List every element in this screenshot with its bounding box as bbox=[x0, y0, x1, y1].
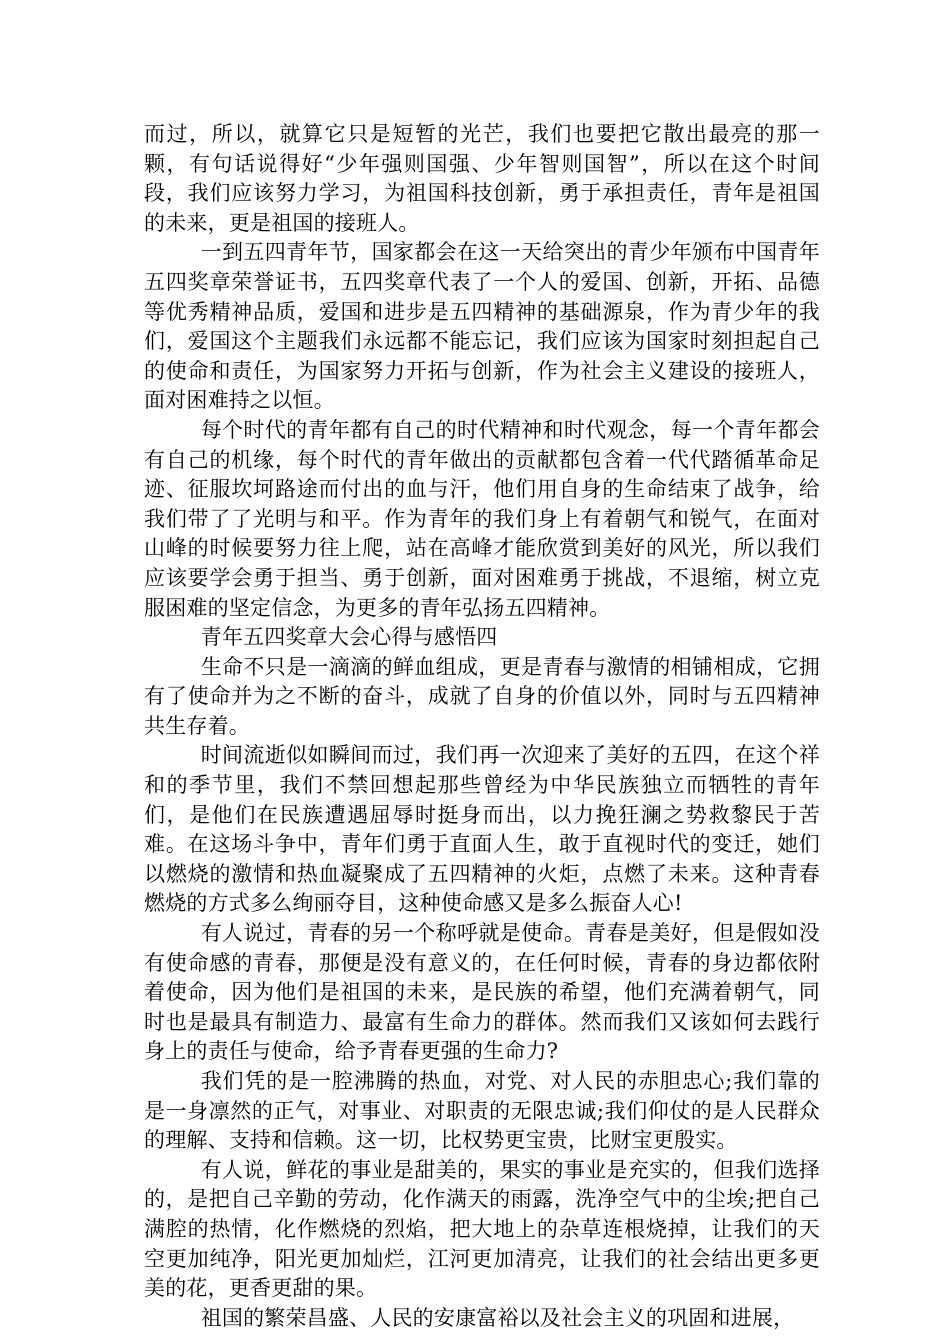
document-page bbox=[144, 120, 820, 1333]
paragraph: 一到五四青年节，国家都会在这一天给突出的青少年颁布中国青年五四奖章荣誉证书，五四奖章代表了一个人的爱国、创新，开拓、品德等优秀精神品质，爱国和进步是五四精神的基础源泉，作为青少年的我们，爱国这个主题我们永远都不能忘记，我们应该为国家时刻担起自己的使命和责任，为国家努力开拓与创新，作为社会主义建设的接班人，面对困难持之以恒。 bbox=[144, 240, 820, 413]
paragraph-continuation: 而过，所以，就算它只是短暂的光芒，我们也要把它散出最亮的那一颗，有句话说得好“少年强则国强、少年智则国智”，所以在这个时间段，我们应该努力学习，为祖国科技创新，勇于承担责任，青年是祖国的未来，更是祖国的接班人。 bbox=[144, 122, 820, 235]
paragraph: 生命不只是一滴滴的鲜血组成，更是青春与激情的相铺相成，它拥有了使命并为之不断的奋斗，成就了自身的价值以外，同时与五四精神共生存着。 bbox=[144, 654, 820, 738]
paragraph: 有人说，鲜花的事业是甜美的，果实的事业是充实的，但我们选择的，是把自己辛勤的劳动，化作满天的雨露，洗净空气中的尘埃;把自己满腔的热情，化作燃烧的烈焰，把大地上的杂草连根烧掉，让我们的天空更加纯净，阳光更加灿烂，江河更加清亮，让我们的社会结出更多更美的花，更香更甜的果。 bbox=[144, 1157, 820, 1301]
paragraph-truncated: 祖国的繁荣昌盛、人民的安康富裕以及社会主义的巩固和进展， bbox=[200, 1305, 795, 1330]
paragraph: 有人说过，青春的另一个称呼就是使命。青春是美好，但是假如没有使命感的青春，那便是没有意义的，在任何时候，青春的身边都依附着使命，因为他们是祖国的未来，是民族的希望，他们充满着朝气，同时也是最具有制造力、最富有生命力的群体。然而我们又该如何去践行身上的责任与使命，给予青春更强的生命力? bbox=[144, 921, 820, 1064]
section-heading: 青年五四奖章大会心得与感悟四 bbox=[200, 625, 498, 650]
paragraph: 时间流逝似如瞬间而过，我们再一次迎来了美好的五四，在这个祥和的季节里，我们不禁回想起那些曾经为中华民族独立而牺牲的青年们，是他们在民族遭遇屈辱时挺身而出，以力挽狂澜之势救黎民于苦难。在这场斗争中，青年们勇于直面人生，敢于直视时代的变迁，她们以燃烧的激情和热血凝聚成了五四精神的火炬，点燃了未来。这种青春燃烧的方式多么绚丽夺目，这种使命感又是多么振奋人心! bbox=[144, 743, 820, 916]
paragraph: 我们凭的是一腔沸腾的热血，对党、对人民的赤胆忠心;我们靠的是一身凛然的正气，对事业、对职责的无限忠诚;我们仰仗的是人民群众的理解、支持和信赖。这一切，比权势更宝贵，比财宝更殷实。 bbox=[144, 1069, 820, 1153]
paragraph: 每个时代的青年都有自己的时代精神和时代观念，每一个青年都会有自己的机缘，每个时代的青年做出的贡献都包含着一代代踏循革命足迹、征服坎坷路途而付出的血与汗，他们用自身的生命结束了战争，给我们带了了光明与和平。作为青年的我们身上有着朝气和锐气，在面对山峰的时候要努力往上爬，站在高峰才能欣赏到美好的风光，所以我们应该要学会勇于担当、勇于创新，面对困难勇于挑战，不退缩，树立克服困难的坚定信念，为更多的青年弘扬五四精神。 bbox=[144, 417, 820, 620]
